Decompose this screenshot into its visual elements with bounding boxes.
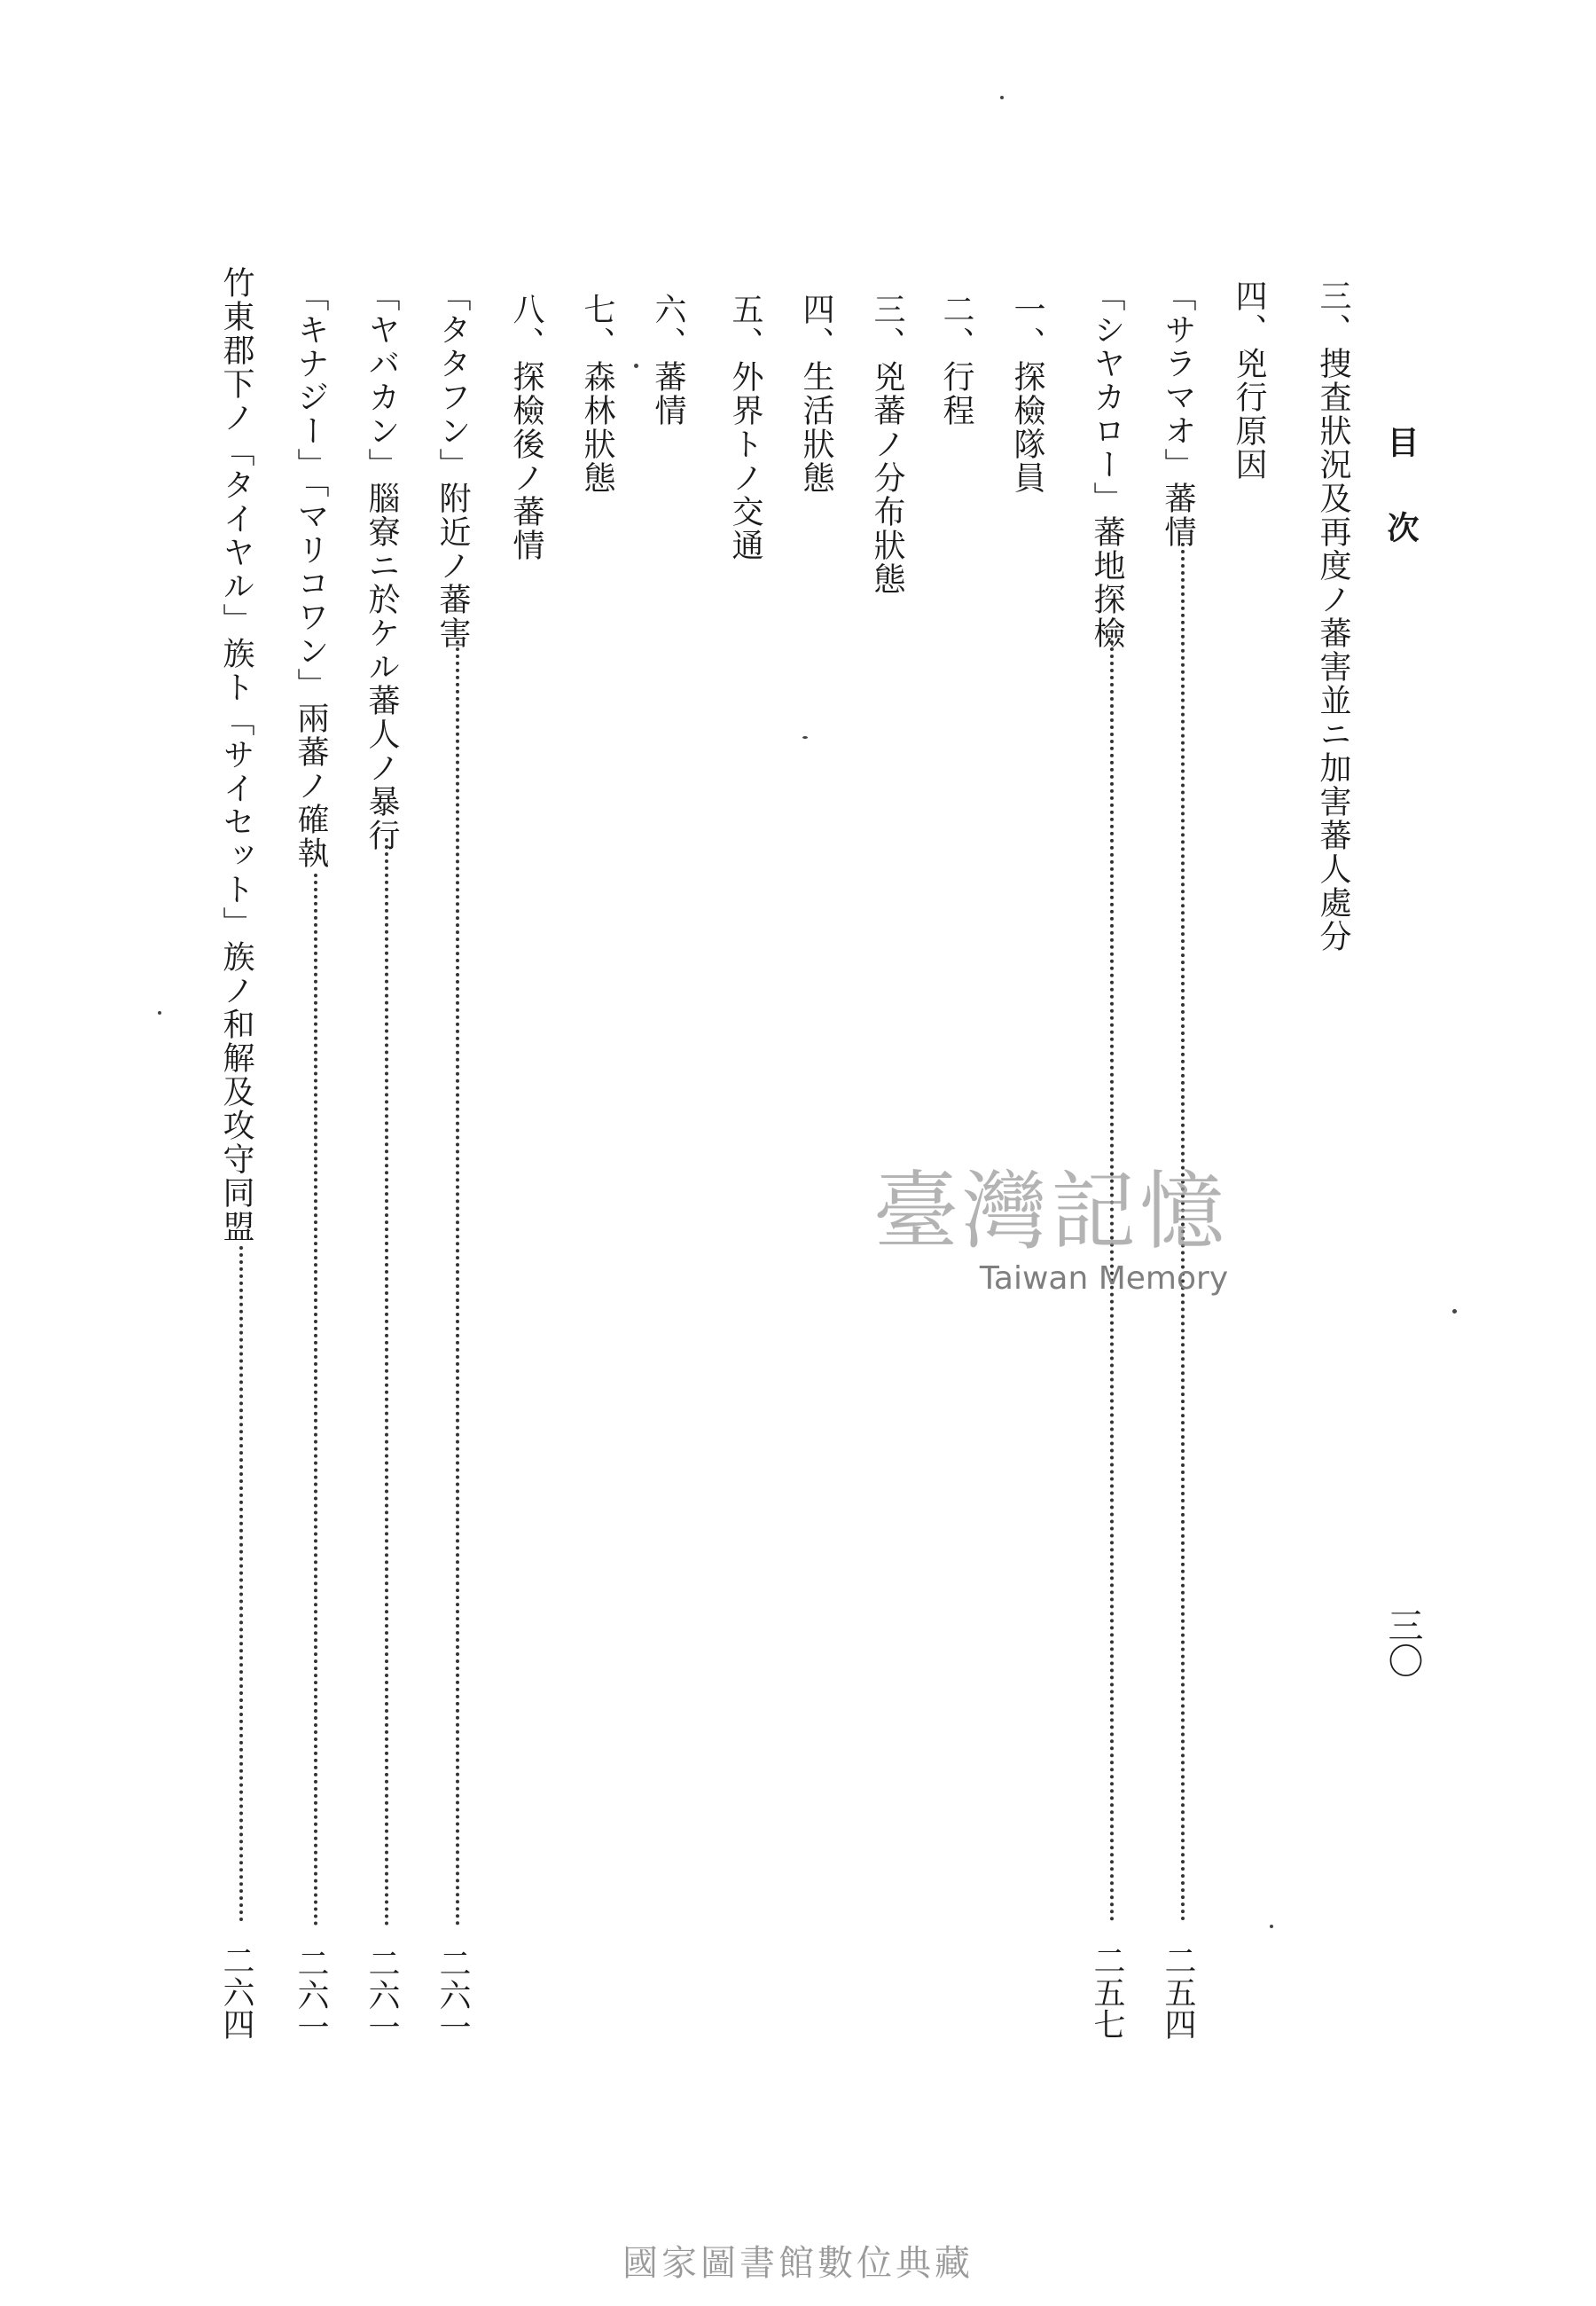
toc-entry-text: 七、森林狀態 xyxy=(579,293,615,495)
toc-entry-text: 三、捜査狀況及再度ノ蕃害並ニ加害蕃人處分 xyxy=(1315,279,1351,953)
toc-entry-text: 四、生活狀態 xyxy=(798,293,834,495)
toc-entry xyxy=(652,293,684,427)
toc-entry xyxy=(1091,279,1123,650)
toc-entry xyxy=(1317,279,1349,953)
toc-entry-text: 四、兇行原因 xyxy=(1231,279,1267,482)
toc-page-number: 二五四 xyxy=(1160,1944,1196,2040)
toc-entry xyxy=(1160,279,1196,549)
toc-entry-text: 八、探檢後ノ蕃情 xyxy=(508,293,544,562)
dot-leader xyxy=(456,640,459,1926)
toc-entry xyxy=(871,293,903,596)
toc-entry xyxy=(800,293,832,495)
folio-page-number: 三〇 xyxy=(1382,1607,1423,1678)
scan-speck xyxy=(1452,1309,1457,1314)
watermark-chinese-text: 臺灣記憶 xyxy=(873,1162,1228,1261)
toc-entry xyxy=(581,293,613,495)
footer-archive-label: 國家圖書館數位典藏 xyxy=(622,2243,974,2284)
toc-page-number: 二六一 xyxy=(364,1947,400,2043)
toc-page-number: 二六四 xyxy=(218,1944,254,2040)
toc-entry xyxy=(293,279,329,870)
dot-leader xyxy=(385,838,388,1926)
toc-entry-text: 「ヤバカン」腦寮ニ於ケル蕃人ノ暴行 xyxy=(364,279,400,852)
toc-entry-text: 竹東郡下ノ「タイヤル」族ト「サイセット」族ノ和解及攻守同盟 xyxy=(218,266,254,1243)
taiwan-memory-watermark xyxy=(802,1162,1299,1329)
dot-leader xyxy=(239,1246,243,1922)
toc-page-number: 二五七 xyxy=(1089,1944,1125,2040)
scan-speck xyxy=(158,1011,161,1015)
toc-entry xyxy=(1231,279,1267,482)
toc-entry xyxy=(729,293,761,562)
toc-entry xyxy=(940,293,972,427)
scan-speck xyxy=(634,364,638,368)
scan-speck xyxy=(1000,96,1004,99)
toc-entry-text: 「サラマオ」蕃情 xyxy=(1160,279,1196,549)
toc-entry-text: 五、外界トノ交通 xyxy=(727,293,763,562)
toc-entry-text: 六、蕃情 xyxy=(650,293,686,427)
running-title: 目次 xyxy=(1382,426,1420,596)
toc-entry-text: 「タタフン」附近ノ蕃害 xyxy=(434,279,471,650)
toc-page-number: 二六一 xyxy=(293,1947,329,2043)
dot-leader xyxy=(314,874,317,1926)
toc-entry-text: 「キナジー」「マリコワン」兩蕃ノ確執 xyxy=(293,279,329,870)
toc-entry-text: 「シヤカロー」蕃地探檢 xyxy=(1089,279,1125,650)
scan-speck xyxy=(802,736,808,739)
toc-entry xyxy=(364,279,400,852)
toc-entry-text: 二、行程 xyxy=(938,293,974,427)
toc-entry xyxy=(434,279,471,650)
toc-entry-text: 三、兇蕃ノ分布狀態 xyxy=(869,293,905,596)
toc-entry xyxy=(1011,293,1043,495)
toc-entry xyxy=(510,293,542,562)
watermark-english-text: Taiwan Memory xyxy=(979,1260,1229,1297)
toc-page-number: 二六一 xyxy=(434,1947,471,2043)
toc-entry-text: 一、探檢隊員 xyxy=(1009,293,1045,495)
scan-speck xyxy=(1270,1925,1273,1928)
toc-entry xyxy=(220,266,252,1243)
